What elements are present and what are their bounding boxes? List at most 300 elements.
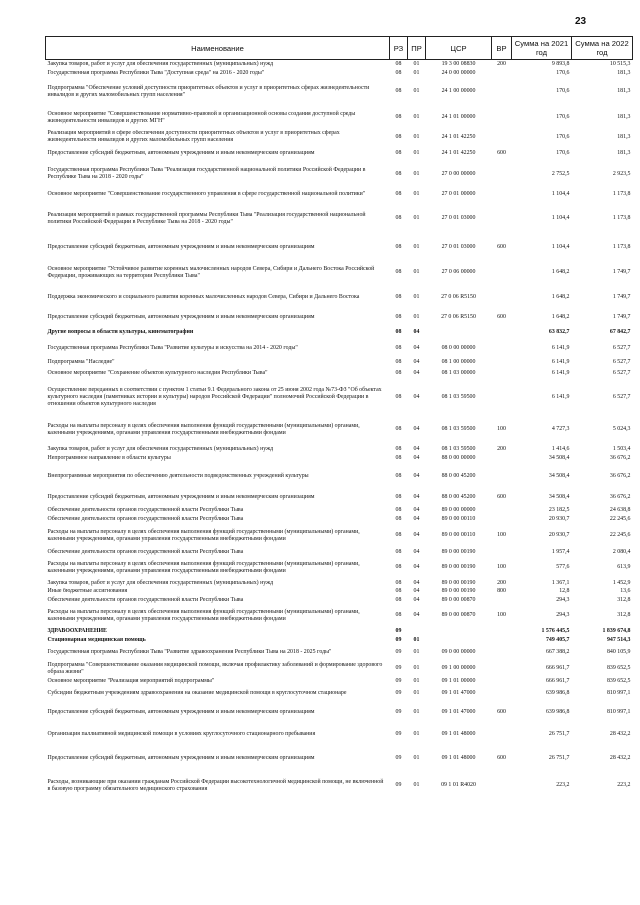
row-rz: 08 <box>395 269 402 275</box>
row-vr <box>492 78 512 106</box>
row-sum-2021: 34 508,4 <box>548 455 570 461</box>
row-vr <box>492 358 512 367</box>
row-sum-2021: 34 508,4 <box>548 473 570 479</box>
row-sum-2022: 613,9 <box>617 564 631 570</box>
row-csr: 09 1 01 48000 <box>441 731 476 737</box>
row-name: ЗДРАВООХРАНЕНИЕ <box>47 627 107 634</box>
row-vr: 200 <box>497 60 506 67</box>
row-name: Предоставление субсидий бюджетным, автономным учреждениям и иным некоммерческим организациям <box>47 243 315 250</box>
row-name: Основное мероприятие "Совершенствование нормативно-правовой и организационной основы создания доступной среды жизнедеятельности инвалидов и других МГН" <box>47 110 356 124</box>
row-name: Обеспечение деятельности органов государственной власти Республики Тыва <box>47 506 244 513</box>
row-sum-2022: 1 749,7 <box>612 294 631 300</box>
table-row <box>46 130 633 145</box>
row-csr: 24 1 01 00000 <box>441 114 476 120</box>
row-csr: 08 1 03 59500 <box>441 426 476 432</box>
row-rz: 08 <box>395 149 402 156</box>
row-rz: 09 <box>395 665 402 671</box>
row-vr <box>492 464 512 490</box>
row-pr: 04 <box>413 515 420 522</box>
row-sum-2021: 4 727,3 <box>551 426 570 432</box>
row-name: Обеспечение деятельности органов государственной власти Республики Тыва <box>47 596 244 603</box>
row-rz: 08 <box>395 455 402 461</box>
row-sum-2021: 20 930,7 <box>548 532 570 538</box>
row-csr: 89 0 00 00190 <box>441 564 476 570</box>
row-rz: 09 <box>395 627 402 634</box>
row-rz: 08 <box>395 170 402 177</box>
row-csr: 27 0 01 03000 <box>441 243 476 250</box>
row-sum-2021: 20 930,7 <box>548 515 570 522</box>
table-row <box>46 686 633 702</box>
row-sum-2021: 1 576 445,5 <box>541 627 570 634</box>
row-name: Субсидии бюджетным учреждениям здравоохранения на оказание медицинской помощи в круглосуточном стационаре <box>47 690 347 696</box>
table-row <box>46 358 633 367</box>
row-pr: 01 <box>413 170 420 177</box>
row-csr: 27 0 06 R5150 <box>441 294 476 300</box>
row-sum-2022: 36 676,2 <box>609 455 631 461</box>
row-pr: 04 <box>413 532 420 538</box>
table-row <box>46 605 633 627</box>
row-sum-2021: 749 405,7 <box>545 636 570 643</box>
row-pr: 04 <box>413 369 420 376</box>
row-vr <box>492 661 512 677</box>
table-row <box>46 661 633 677</box>
row-name: Другие вопросы в области культуры, кинематографии <box>47 329 194 335</box>
row-rz: 08 <box>395 393 402 400</box>
row-pr: 04 <box>413 329 420 335</box>
table-row <box>46 286 633 310</box>
row-sum-2021: 170,6 <box>556 114 570 120</box>
row-vr: 100 <box>497 612 506 618</box>
row-sum-2022: 1 749,7 <box>612 269 631 275</box>
table-row <box>46 724 633 746</box>
row-csr: 27 0 06 00000 <box>441 269 476 275</box>
row-sum-2022: 1 749,7 <box>612 314 631 320</box>
row-sum-2022: 6 527,7 <box>612 393 631 400</box>
page-number: 23 <box>575 16 587 27</box>
column-header-name: Наименование <box>46 37 390 60</box>
row-pr: 01 <box>413 731 420 737</box>
row-sum-2021: 1 648,2 <box>551 314 570 320</box>
row-csr: 89 0 00 00190 <box>441 588 476 594</box>
row-name: Подпрограмма "Совершенствование оказания медицинской помощи, включая профилактику заболеваний и формирование здорового образа жизни" <box>47 661 383 675</box>
row-sum-2022: 2 923,5 <box>612 170 631 177</box>
row-name: Расходы на выплаты персоналу в целях обеспечения выполнения функций государственными (муниципальными) органами, казенными учреждениями, органами управления государственными внебюджетными фондами <box>47 560 360 574</box>
row-sum-2021: 577,6 <box>556 564 570 570</box>
row-pr: 04 <box>413 445 420 452</box>
row-sum-2022: 839 652,5 <box>606 677 631 684</box>
row-vr <box>492 162 512 187</box>
row-pr: 01 <box>413 133 420 140</box>
row-rz: 08 <box>395 69 402 76</box>
row-csr: 08 1 03 59500 <box>441 393 476 400</box>
row-vr <box>492 506 512 515</box>
row-vr: 800 <box>497 588 506 594</box>
table-row <box>46 636 633 645</box>
row-rz: 08 <box>395 88 402 94</box>
row-sum-2022: 839 652,5 <box>606 665 631 671</box>
row-sum-2021: 63 832,7 <box>548 329 570 335</box>
row-sum-2022: 810 997,1 <box>606 709 631 715</box>
row-pr: 04 <box>413 345 420 351</box>
row-sum-2022: 10 515,3 <box>609 60 631 67</box>
row-vr <box>492 367 512 380</box>
row-pr: 01 <box>413 677 420 684</box>
row-vr <box>492 677 512 686</box>
row-csr: 89 0 00 00190 <box>441 579 476 586</box>
table-row <box>46 106 633 130</box>
row-rz: 08 <box>395 60 402 67</box>
table-row <box>46 464 633 490</box>
row-pr: 01 <box>413 690 420 696</box>
row-rz: 08 <box>395 133 402 140</box>
row-rz: 08 <box>395 564 402 570</box>
row-rz: 09 <box>395 649 402 655</box>
row-sum-2022: 5 024,3 <box>612 426 631 432</box>
row-pr: 01 <box>413 754 420 761</box>
row-sum-2021: 6 141,9 <box>551 358 570 365</box>
table-row <box>46 548 633 557</box>
row-sum-2022: 1 173,8 <box>612 215 631 221</box>
row-pr: 04 <box>413 455 420 461</box>
row-csr: 24 0 00 00000 <box>441 69 476 76</box>
row-csr: 09 1 01 48000 <box>441 754 476 761</box>
row-name: Предоставление субсидий бюджетным, автономным учреждениям и иным некоммерческим организациям <box>47 754 315 761</box>
row-rz: 09 <box>395 677 402 684</box>
row-sum-2022: 1 503,4 <box>612 445 631 452</box>
row-sum-2021: 1 957,4 <box>551 548 570 555</box>
row-pr: 01 <box>413 149 420 156</box>
row-pr: 01 <box>413 314 420 320</box>
row-rz: 09 <box>395 782 402 788</box>
row-name: Обеспечение деятельности органов государственной власти Республики Тыва <box>47 548 244 555</box>
row-name: Реализация мероприятий в рамках государственной программы Республики Тыва "Реализация государственной национальной политики Российской Федерации в Республике Тыва на 2018 - 2020 годы" <box>47 211 366 225</box>
row-name: Основное мероприятие "Совершенствование государственного управления в сфере государственной национальной политики" <box>47 191 366 197</box>
row-sum-2022: 36 676,2 <box>609 494 631 500</box>
row-rz: 08 <box>395 191 402 197</box>
row-sum-2022: 181,3 <box>617 114 631 120</box>
row-sum-2022: 67 842,7 <box>609 329 631 335</box>
row-sum-2021: 170,6 <box>556 149 570 156</box>
row-csr: 27 0 01 03000 <box>441 215 476 221</box>
row-rz: 08 <box>395 494 402 500</box>
row-sum-2022: 223,2 <box>617 782 631 788</box>
row-pr: 01 <box>413 636 420 643</box>
row-csr: 89 0 00 00870 <box>441 612 476 618</box>
row-pr: 04 <box>413 426 420 432</box>
row-pr: 01 <box>413 69 420 76</box>
row-name: Закупка товаров, работ и услуг для обеспечения государственных (муниципальных) нужд <box>47 579 274 586</box>
row-vr: 100 <box>497 426 506 432</box>
row-pr: 01 <box>413 709 420 715</box>
table-row <box>46 524 633 548</box>
table-row <box>46 702 633 724</box>
row-rz: 08 <box>395 345 402 351</box>
row-rz: 08 <box>395 588 402 594</box>
row-vr: 100 <box>497 532 506 538</box>
row-sum-2022: 6 527,7 <box>612 369 631 376</box>
row-pr: 01 <box>413 243 420 250</box>
row-name: Расходы на выплаты персоналу в целях обеспечения выполнения функций государственными (муниципальными) органами, казенными учреждениями, органами управления государственными внебюджетными фондами <box>47 528 360 542</box>
row-vr: 600 <box>497 754 506 761</box>
row-vr <box>492 771 512 801</box>
row-vr <box>492 515 512 524</box>
row-rz: 08 <box>395 294 402 300</box>
row-sum-2021: 170,6 <box>556 69 570 76</box>
row-vr <box>492 645 512 661</box>
row-name: Иные бюджетные ассигнования <box>47 588 128 594</box>
row-sum-2022: 6 527,7 <box>612 345 631 351</box>
row-name: Поддержка экономического и социального развития коренных малочисленных народов Севера, Сибири и Дальнего Востока <box>47 294 360 300</box>
table-row <box>46 380 633 415</box>
row-vr <box>492 340 512 358</box>
row-pr: 04 <box>413 393 420 400</box>
row-sum-2022: 1 173,8 <box>612 243 631 250</box>
row-csr: 88 0 00 45200 <box>441 494 476 500</box>
row-sum-2021: 639 986,8 <box>545 690 570 696</box>
row-pr: 01 <box>413 88 420 94</box>
row-rz: 08 <box>395 243 402 250</box>
row-rz: 08 <box>395 426 402 432</box>
row-name: Государственная программа Республики Тыва "Реализация государственной национальной политики Российской Федерации в Республике Тыва на 2018 - 2020 годы" <box>47 167 366 180</box>
row-name: Закупка товаров, работ и услуг для обеспечения государственных (муниципальных) нужд <box>47 60 274 67</box>
row-sum-2022: 181,3 <box>617 149 631 156</box>
row-rz: 08 <box>395 506 402 513</box>
row-sum-2022: 1 839 674,8 <box>602 627 631 634</box>
row-rz: 08 <box>395 215 402 221</box>
row-sum-2022: 810 997,1 <box>606 690 631 696</box>
row-sum-2021: 170,6 <box>556 133 570 140</box>
row-pr: 01 <box>413 215 420 221</box>
table-row <box>46 506 633 515</box>
row-pr: 01 <box>413 782 420 788</box>
row-csr: 08 1 00 00000 <box>441 358 476 365</box>
row-vr <box>492 724 512 746</box>
row-rz: 09 <box>395 754 402 761</box>
table-row <box>46 677 633 686</box>
row-csr: 09 1 01 R4020 <box>441 782 476 788</box>
row-vr <box>492 627 512 636</box>
row-csr: 24 1 01 42250 <box>441 149 476 156</box>
row-sum-2021: 26 751,7 <box>548 731 570 737</box>
table-row <box>46 235 633 260</box>
row-sum-2021: 23 182,5 <box>548 506 570 513</box>
row-sum-2021: 9 893,8 <box>551 60 570 67</box>
table-row <box>46 746 633 771</box>
row-rz: 08 <box>395 358 402 365</box>
row-sum-2021: 666 961,7 <box>545 677 570 684</box>
row-rz: 09 <box>395 636 402 643</box>
budget-table <box>45 36 633 801</box>
row-name: Закупка товаров, работ и услуг для обеспечения государственных (муниципальных) нужд <box>47 445 274 452</box>
row-csr <box>426 636 492 645</box>
row-vr <box>492 203 512 235</box>
row-csr: 09 1 00 00000 <box>441 665 476 671</box>
column-header-rz: РЗ <box>390 37 408 60</box>
row-csr: 27 0 06 R5150 <box>441 314 476 320</box>
table-row <box>46 515 633 524</box>
row-name: Основное мероприятие "Устойчивое развитие коренных малочисленных народов Севера, Сибири и Дальнего Востока Российской Федерации, проживающих на территории Республики Тыва" <box>47 265 375 279</box>
table-row <box>46 60 633 69</box>
row-name: Подпрограмма "Наследие" <box>47 358 115 365</box>
row-vr <box>492 686 512 702</box>
row-vr: 600 <box>497 243 506 250</box>
row-sum-2022: 312,8 <box>617 612 631 618</box>
row-sum-2022: 181,3 <box>617 69 631 76</box>
row-pr: 01 <box>413 191 420 197</box>
row-name: Реализация мероприятий в сфере обеспечения доступности приоритетных объектов и услуг в приоритетных сферах жизнедеятельности инвалидов и других маломобильных групп населения <box>47 130 340 143</box>
row-rz: 08 <box>395 532 402 538</box>
row-pr: 01 <box>413 269 420 275</box>
row-sum-2022: 13,6 <box>620 588 631 594</box>
row-csr: 89 0 00 00110 <box>441 515 476 522</box>
row-sum-2022: 1 452,9 <box>612 579 631 586</box>
row-name: Расходы на выплаты персоналу в целях обеспечения выполнения функций государственными (муниципальными) органами, казенными учреждениями, органами управления государственными внебюджетными фондами <box>47 422 360 436</box>
table-row <box>46 187 633 203</box>
row-vr <box>492 187 512 203</box>
row-csr: 08 0 00 00000 <box>441 345 476 351</box>
row-sum-2021: 223,2 <box>556 782 570 788</box>
row-sum-2021: 294,3 <box>556 612 570 618</box>
table-row <box>46 771 633 801</box>
row-csr: 89 0 00 00000 <box>441 506 476 513</box>
row-name: Предоставление субсидий бюджетным, автономным учреждениям и иным некоммерческим организациям <box>47 709 315 715</box>
row-csr: 09 0 00 00000 <box>441 649 476 655</box>
row-rz: 09 <box>395 690 402 696</box>
row-vr <box>492 286 512 310</box>
row-csr: 27 0 01 00000 <box>441 191 476 197</box>
table-row <box>46 145 633 162</box>
table-row <box>46 557 633 579</box>
row-name: Основное мероприятие "Реализация мероприятий подпрограммы" <box>47 677 215 684</box>
row-sum-2021: 294,3 <box>556 596 570 603</box>
table-row <box>46 627 633 636</box>
row-pr: 04 <box>413 506 420 513</box>
row-sum-2021: 666 961,7 <box>545 665 570 671</box>
column-header-csr: ЦСР <box>426 37 492 60</box>
row-pr: 04 <box>413 548 420 555</box>
row-csr: 24 1 00 00000 <box>441 88 476 94</box>
row-vr: 200 <box>497 579 506 586</box>
row-pr: 04 <box>413 564 420 570</box>
row-rz: 08 <box>395 473 402 479</box>
row-sum-2021: 6 141,9 <box>551 345 570 351</box>
row-csr: 19 3 00 08830 <box>441 60 476 67</box>
row-csr: 89 0 00 00190 <box>441 548 476 555</box>
row-sum-2022: 36 676,2 <box>609 473 631 479</box>
row-sum-2021: 6 141,9 <box>551 369 570 376</box>
table-row <box>46 78 633 106</box>
table-row <box>46 490 633 506</box>
row-sum-2022: 22 245,6 <box>609 515 631 522</box>
row-rz: 09 <box>395 709 402 715</box>
row-sum-2022: 840 105,9 <box>606 649 631 655</box>
row-sum-2021: 639 986,8 <box>545 709 570 715</box>
row-vr: 100 <box>497 564 506 570</box>
row-csr: 89 0 00 00870 <box>441 596 476 603</box>
row-vr <box>492 596 512 605</box>
row-sum-2022: 6 527,7 <box>612 358 631 365</box>
row-csr <box>426 326 492 340</box>
row-name: Государственная программа Республики Тыва "Развитие здравоохранения Республики Тыва на 2018 - 2025 годы" <box>47 649 332 655</box>
row-sum-2022: 181,3 <box>617 88 631 94</box>
row-csr: 88 0 00 45200 <box>441 473 476 479</box>
row-name: Внепрограммные мероприятия по обеспечению деятельности подведомственных учреждений культуры <box>47 473 309 479</box>
row-pr: 04 <box>413 494 420 500</box>
row-sum-2021: 12,8 <box>559 588 570 594</box>
row-vr: 600 <box>497 314 506 320</box>
row-sum-2022: 947 514,3 <box>606 636 631 643</box>
table-row <box>46 326 633 340</box>
table-row <box>46 415 633 445</box>
row-rz: 08 <box>395 515 402 522</box>
row-sum-2022: 24 638,8 <box>609 506 631 513</box>
column-header-pr: ПР <box>408 37 426 60</box>
row-sum-2021: 1 104,4 <box>551 191 570 197</box>
table-row <box>46 579 633 588</box>
row-pr: 01 <box>413 114 420 120</box>
row-sum-2022: 22 245,6 <box>609 532 631 538</box>
table-row <box>46 588 633 596</box>
row-sum-2021: 2 752,5 <box>551 170 570 177</box>
row-sum-2022: 1 173,8 <box>612 191 631 197</box>
row-vr <box>492 260 512 286</box>
row-csr: 09 1 01 47000 <box>441 690 476 696</box>
row-pr: 04 <box>413 473 420 479</box>
row-vr <box>492 106 512 130</box>
row-sum-2021: 1 104,4 <box>551 215 570 221</box>
row-name: Государственная программа Республики Тыва "Доступная среда" на 2016 - 2020 годы" <box>47 69 265 76</box>
row-name: Предоставление субсидий бюджетным, автономным учреждениям и иным некоммерческим организациям <box>47 314 315 320</box>
row-vr: 600 <box>497 709 506 715</box>
row-pr: 04 <box>413 612 420 618</box>
row-vr: 600 <box>497 149 506 156</box>
row-rz: 08 <box>395 596 402 603</box>
table-row <box>46 162 633 187</box>
table-body <box>46 60 633 801</box>
row-pr <box>408 627 426 636</box>
row-rz: 08 <box>395 579 402 586</box>
row-sum-2021: 6 141,9 <box>551 393 570 400</box>
row-vr <box>492 326 512 340</box>
table-row <box>46 260 633 286</box>
row-name: Государственная программа Республики Тыва "Развитие культуры и искусства на 2014 - 2020 годы" <box>47 345 298 351</box>
row-rz: 08 <box>395 612 402 618</box>
row-name: Расходы, возникающие при оказании гражданам Российской Федерации высокотехнологичной медицинской помощи, не включенной в базовую программу обязательного медицинского страхования <box>47 778 384 792</box>
row-pr: 01 <box>413 665 420 671</box>
row-vr <box>492 380 512 415</box>
row-pr: 04 <box>413 588 420 594</box>
row-pr: 04 <box>413 596 420 603</box>
row-csr: 88 0 00 00000 <box>441 455 476 461</box>
row-csr <box>426 627 492 636</box>
table-row <box>46 340 633 358</box>
table-row <box>46 454 633 464</box>
row-sum-2022: 28 432,2 <box>609 754 631 761</box>
row-csr: 24 1 01 42250 <box>441 133 476 140</box>
row-vr <box>492 69 512 78</box>
table-row <box>46 645 633 661</box>
row-pr: 04 <box>413 579 420 586</box>
row-sum-2021: 26 751,7 <box>548 754 570 761</box>
row-csr: 89 0 00 00110 <box>441 532 476 538</box>
row-vr <box>492 454 512 464</box>
row-rz: 08 <box>395 314 402 320</box>
row-csr: 27 0 00 00000 <box>441 170 476 177</box>
row-csr: 08 1 03 00000 <box>441 369 476 376</box>
row-rz: 08 <box>395 114 402 120</box>
row-name: Расходы на выплаты персоналу в целях обеспечения выполнения функций государственными (муниципальными) органами, казенными учреждениями, органами управления государственными внебюджетными фондами <box>47 608 360 622</box>
row-name: Стационарная медицинская помощь <box>47 636 146 643</box>
